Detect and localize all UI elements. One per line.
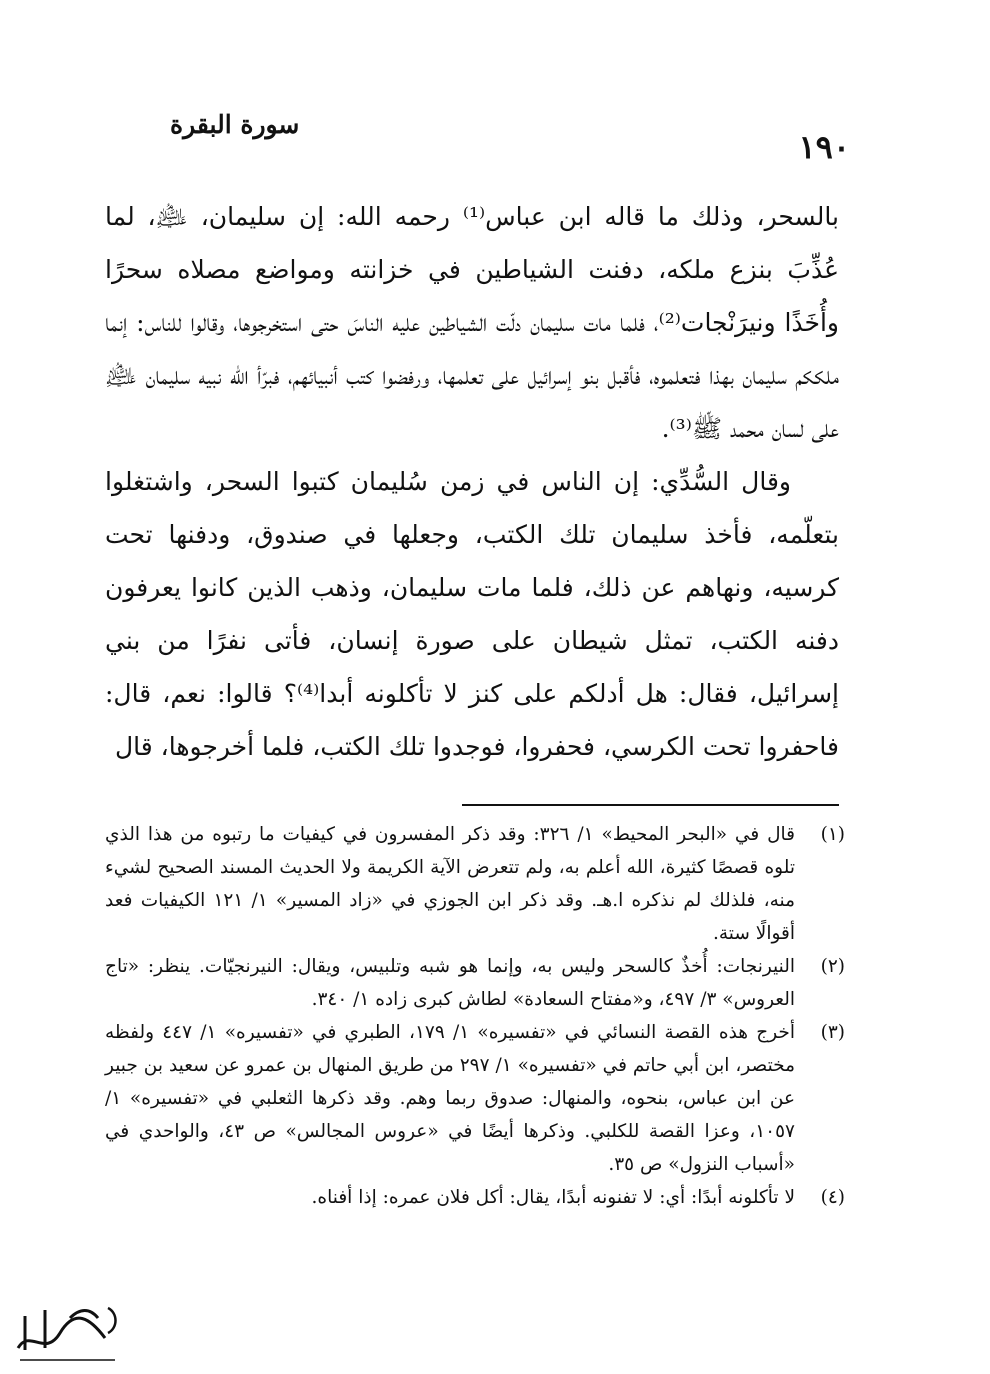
main-text: [105, 190, 839, 773]
footnote: [105, 1016, 845, 1181]
footnote: [105, 1181, 845, 1214]
watermark-logo: [10, 1288, 130, 1370]
footnote: [105, 950, 845, 1016]
footnote-text: قال في «البحر المحيط» ١/ ٣٢٦: وقد ذكر المفسرون في كيفيات ما رتبوه من هذا الذي تلوه قصصًا كثيرة، الله أعلم به، ولم تتعرض الآية الكريمة ولا الحديث المسند الصحيح لشيء منه، فلذلك لم نذكره ا.هـ. وقد ذكر ابن الجوزي في «زاد المسير» ١/ ١٢١ الكيفيات فعد أقوالًا ستة.: [105, 824, 796, 944]
page-header: [170, 110, 850, 166]
footnote-number: (٢): [820, 956, 845, 977]
footnote-divider: [462, 804, 839, 806]
footnotes: [105, 818, 845, 1214]
footnote-text: أخرج هذه القصة النسائي في «تفسيره» ١/ ١٧٩، الطبري في «تفسيره» ١/ ٤٤٧ ولفظه مختصر، ابن أبي حاتم في «تفسيره» ١/ ٢٩٧ من طريق المنهال بن عمرو عن سعيد بن جبير عن ابن عباس، بنحوه، والمنهال: صدوق ربما وهم. وقد ذكرها الثعلبي في «تفسيره» ١/ ١٠٥٧، وعزا القصة للكلبي. وذكرها أيضًا في «عروس المجالس» ص ٤٣، والواحدي في «أسباب النزول» ص ٣٥.: [105, 1022, 795, 1175]
footnote-number: (٣): [820, 1022, 845, 1043]
footnote: [105, 818, 845, 950]
running-title: سورة البقرة: [170, 110, 300, 139]
footnote-text: النيرنجات: أُخذٌ كالسحر وليس به، وإنما هو شبه وتلبيس، ويقال: النيرنجيّات. ينظر: «تاج العروس» ٣/ ٤٩٧، و«مفتاح السعادة» لطاش كبرى زاده ١/ ٣٤٠.: [105, 956, 795, 1010]
paragraph: بالسحر، وذلك ما قاله ابن عباس⁽¹⁾ رحمه الله: إن سليمان، ﵇، لما عُذِّبَ بنزع ملكه، دفنت الشياطين في خزانته ومواضع مصلاه سحرًا وأُخَذًا ونيرَنْجات⁽²⁾، فلما مات سليمان دلّت الشياطين عليه الناسَ حتى استخرجوها، وقالوا للناس: إنما ملككم سليمان بهذا فتعلموه، فأقبل بنو إسرائيل على تعلمها، ورفضوا كتب أنبيائهم، فبرّأ الله نبيه سليمان ﵇ على لسان محمد ﷺ⁽³⁾.: [105, 202, 839, 443]
paragraph: وقال السُّدِّي: إن الناس في زمن سُليمان كتبوا السحر، واشتغلوا بتعلّمه، فأخذ سليمان تلك الكتب، وجعلها في صندوق، ودفنها تحت كرسيه، ونهاهم عن ذلك، فلما مات سليمان، وذهب الذين كانوا يعرفون دفنه الكتب، تمثل شيطان على صورة إنسان، فأتى نفرًا من بني إسرائيل، فقال: هل أدلكم على كنز لا تأكلونه أبدا⁽⁴⁾؟ قالوا: نعم، قال: فاحفروا تحت الكرسي، فحفروا، فوجدوا تلك الكتب، فلما أخرجوها، قال: [105, 467, 839, 761]
footnote-text: لا تأكلونه أبدًا: أي: لا تفنونه أبدًا، يقال: أكل فلان عمره: إذا أفناه.: [311, 1187, 795, 1208]
page-number: ١٩٠: [798, 128, 850, 166]
footnote-number: (٤): [820, 1187, 845, 1208]
footnote-number: (١): [820, 824, 845, 845]
